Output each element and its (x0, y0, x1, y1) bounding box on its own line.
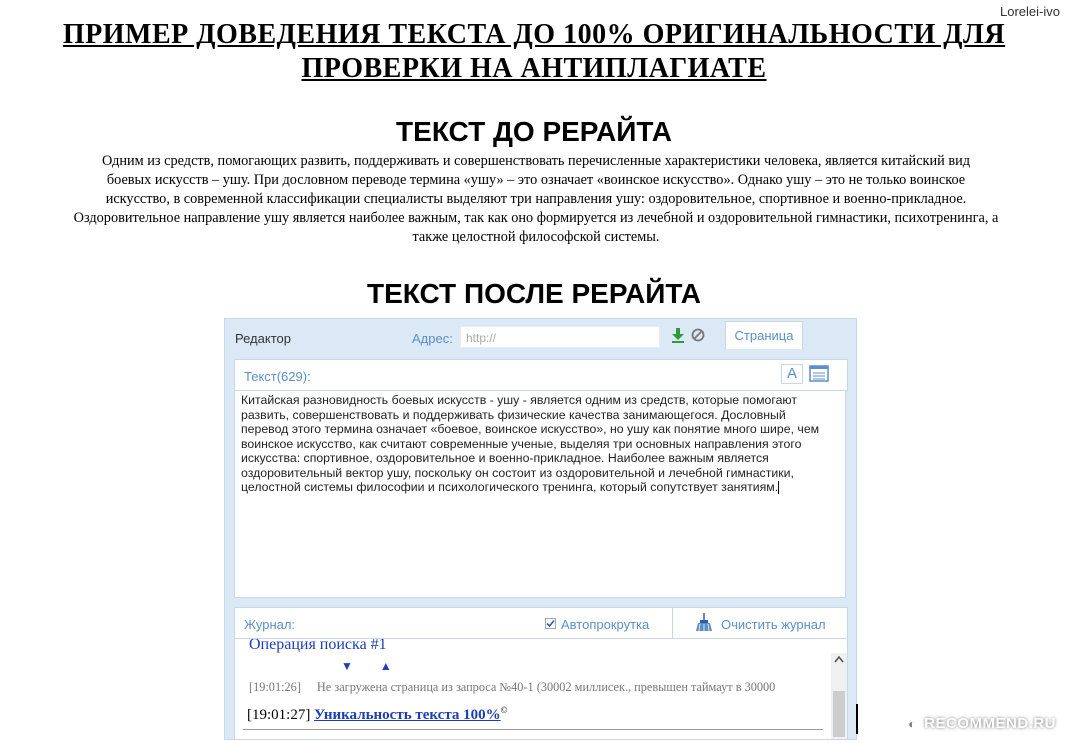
text-line: развить, совершенствовать и поддерживать физические качества занимающегося. Дословный (241, 407, 786, 422)
checkbox-icon[interactable] (545, 618, 556, 629)
autoscroll-label[interactable]: Автопрокрутка (561, 617, 650, 632)
separator (672, 608, 673, 638)
log-entry (249, 680, 775, 695)
watermark-logo-icon: ◐ (903, 715, 921, 733)
before-line: также целостной философской системы. (412, 229, 660, 245)
before-line: искусство, в современной классификации специалисты выделяют три направления ушу: оздоровительное, спортивное и военно-прикладное. (105, 191, 967, 207)
download-icon[interactable] (671, 327, 685, 343)
operation-title: Операция поиска #1 (249, 638, 387, 653)
after-heading: ТЕКСТ ПОСЛЕ РЕРАЙТА (367, 278, 701, 309)
page-title-line1: ПРИМЕР ДОВЕДЕНИЯ ТЕКСТА ДО 100% ОРИГИНАЛЬНОСТИ ДЛЯ (62, 19, 1006, 50)
log-message: Не загружена страница из запроса №40-1 (30002 миллисек., превышен таймаут в 30000 (316, 680, 776, 694)
text-line: оздоровительный вектор ушу, поскольку он состоит из оздоровительной и лечебной гимнастики, (241, 465, 794, 480)
text-label: Текст(629): (244, 369, 311, 384)
address-input[interactable]: http:// (460, 326, 660, 348)
log-entry-result (247, 705, 507, 724)
uniqueness-link[interactable]: Уникальность текста 100% (314, 707, 501, 723)
before-heading: ТЕКСТ ДО РЕРАЙТА (396, 116, 672, 147)
chevron-up-icon[interactable] (834, 655, 844, 663)
username-label: Lorelei-ivo (1000, 4, 1060, 19)
text-line: Китайская разновидность боевых искусств - ушу - является одним из средств, которые помогают (241, 393, 797, 407)
clear-journal-button[interactable]: Очистить журнал (721, 617, 826, 632)
log-time: [19:01:27] (247, 707, 311, 723)
text-format-icon[interactable]: A (781, 364, 803, 384)
broom-icon[interactable] (695, 613, 713, 631)
address-label: Адрес: (412, 331, 453, 346)
divider (243, 729, 823, 730)
watermark (903, 715, 1056, 733)
text-view-icon[interactable] (809, 365, 829, 382)
journal-log (234, 638, 848, 740)
text-line: воинское искусство, как считают современные ученые, выделяя три основных направления этого (241, 436, 802, 451)
page-title (0, 18, 1068, 86)
before-line: Оздоровительное направление ушу является наиболее важным, так как оно формируется из лечебной и оздоровительной гимнастики, психотренинга, а (73, 210, 999, 226)
editor-panel (224, 318, 857, 740)
journal-label: Журнал: (244, 617, 296, 632)
watermark-text: RECOMMEND.RU (924, 714, 1056, 732)
text-header (234, 359, 848, 391)
text-line: целостной системы философии и психологического тренинга, который сопутствует занятиям. (241, 480, 779, 494)
text-editor-area[interactable] (234, 390, 846, 598)
page-title-line2: ПРОВЕРКИ НА АНТИПЛАГИАТЕ (301, 53, 767, 84)
before-line: боевых искусств – ушу. При дословном переводе термина «ушу» – это означает «воинское искусство». Однако ушу – это не только воинское (106, 172, 966, 188)
journal-header (234, 607, 848, 639)
before-paragraph (10, 152, 1062, 247)
before-line: Одним из средств, помогающих развить, поддерживать и совершенствовать перечисленные характеристики человека, является китайский вид (101, 153, 971, 169)
text-caret (778, 481, 779, 494)
tab-page[interactable]: Страница (725, 321, 803, 349)
text-line: перевод этого термина означает «боевое, воинское искусство», но ушу как понятие много шире, чем (241, 422, 820, 436)
text-line: искусства: спортивное, оздоровительное и военно-прикладное. Наиболее важным является (241, 451, 769, 465)
text-cursor (856, 704, 858, 734)
scrollbar-thumb[interactable] (833, 691, 845, 737)
copyright-mark: © (500, 705, 508, 715)
editor-label: Редактор (235, 331, 291, 346)
log-time: [19:01:26] (249, 680, 301, 694)
cancel-icon[interactable] (691, 328, 705, 342)
expand-collapse-arrows[interactable]: ▼ ▲ (341, 659, 404, 673)
journal-scrollbar[interactable] (831, 653, 847, 739)
